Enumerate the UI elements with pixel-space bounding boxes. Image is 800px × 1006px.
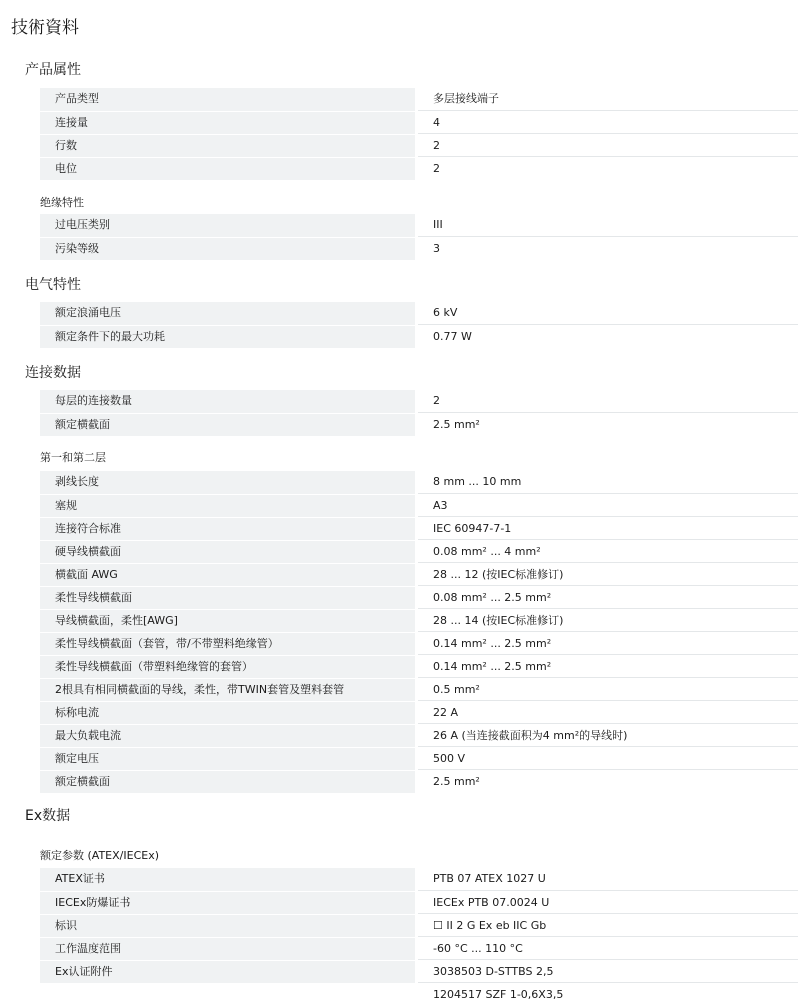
property-value: 3 [418, 238, 798, 260]
property-value: 28 ... 12 (按IEC标准修订) [418, 564, 798, 586]
table-row [40, 655, 798, 678]
table-row [40, 609, 798, 632]
connection-table [40, 390, 798, 436]
property-label: 标识 [40, 915, 415, 937]
property-value: A3 [418, 495, 798, 517]
table-row [40, 471, 798, 494]
subsection-title-insulation: 绝缘特性 [40, 196, 84, 209]
subsection-title-ex-rated: 额定参数 (ATEX/IECEx) [40, 849, 159, 862]
property-label: 额定横截面 [40, 771, 415, 793]
section-title-connection: 连接数据 [25, 365, 81, 381]
page-title: 技術資料 [11, 18, 79, 38]
property-value: 0.08 mm² ... 2.5 mm² [418, 587, 798, 609]
ex-rated-table [40, 868, 798, 1006]
property-label: 污染等级 [40, 238, 415, 260]
property-label: 额定横截面 [40, 414, 415, 436]
electrical-table [40, 302, 798, 348]
table-row [40, 678, 798, 701]
section-title-product: 产品属性 [25, 62, 81, 78]
property-value: 2 [418, 135, 798, 157]
table-row [40, 632, 798, 655]
table-row [40, 517, 798, 540]
property-value: 4 [418, 112, 798, 134]
property-value: III [418, 214, 798, 237]
property-label: 导线横截面，柔性[AWG] [40, 610, 415, 632]
property-label: 剥线长度 [40, 471, 415, 494]
table-row [40, 214, 798, 237]
table-row [40, 868, 798, 891]
property-label: 每层的连接数量 [40, 390, 415, 413]
property-label: 横截面 AWG [40, 564, 415, 586]
property-value: ☐ II 2 G Ex eb IIC Gb [418, 915, 798, 937]
section-title-electrical: 电气特性 [25, 277, 81, 293]
property-value: 2.5 mm² [418, 414, 798, 436]
property-label: 柔性导线横截面（套管，带/不带塑料绝缘管） [40, 633, 415, 655]
property-value: 22 A [418, 702, 798, 724]
levels-table [40, 471, 798, 793]
property-label: 塞规 [40, 495, 415, 517]
property-value: 0.5 mm² [418, 679, 798, 701]
property-label: IECEx防爆证书 [40, 892, 415, 914]
table-row [40, 157, 798, 180]
property-value: IEC 60947-7-1 [418, 518, 798, 540]
property-value: 2.5 mm² [418, 771, 798, 793]
property-value: 8 mm ... 10 mm [418, 471, 798, 494]
property-value: 多层接线端子 [418, 88, 798, 111]
property-label: 额定浪涌电压 [40, 302, 415, 325]
table-row [40, 586, 798, 609]
table-row [40, 563, 798, 586]
property-value: 28 ... 14 (按IEC标准修订) [418, 610, 798, 632]
property-label: 工作温度范围 [40, 938, 415, 960]
subsection-title-levels: 第一和第二层 [40, 451, 106, 464]
property-label: Ex认证附件 [40, 961, 415, 983]
property-value: 0.08 mm² ... 4 mm² [418, 541, 798, 563]
property-label: ATEX证书 [40, 868, 415, 891]
table-row [40, 914, 798, 937]
property-label: 连接量 [40, 112, 415, 134]
property-label: 电位 [40, 158, 415, 180]
table-row [40, 413, 798, 436]
property-label: 柔性导线横截面（带塑料绝缘管的套管） [40, 656, 415, 678]
property-value: 0.77 W [418, 326, 798, 348]
property-label: 标称电流 [40, 702, 415, 724]
property-value: 6 kV [418, 302, 798, 325]
table-row [40, 325, 798, 348]
property-value: 0.14 mm² ... 2.5 mm² [418, 656, 798, 678]
property-value: PTB 07 ATEX 1027 U [418, 868, 798, 891]
table-row [40, 494, 798, 517]
property-value: 2 [418, 390, 798, 413]
property-label: 额定电压 [40, 748, 415, 770]
table-row [40, 88, 798, 111]
property-value: 26 A (当连接截面积为4 mm²的导线时) [418, 725, 798, 747]
property-value: -60 °C ... 110 °C [418, 938, 798, 960]
table-row [40, 237, 798, 260]
property-label: 连接符合标准 [40, 518, 415, 540]
property-label: 硬导线横截面 [40, 541, 415, 563]
property-value: 500 V [418, 748, 798, 770]
property-label: 行数 [40, 135, 415, 157]
insulation-table [40, 214, 798, 260]
property-label: 柔性导线横截面 [40, 587, 415, 609]
property-value: IECEx PTB 07.0024 U [418, 892, 798, 914]
property-value: 0.14 mm² ... 2.5 mm² [418, 633, 798, 655]
table-row [40, 302, 798, 325]
property-value: 1204517 SZF 1-0,6X3,5 [418, 984, 798, 1006]
property-value: 3038503 D-STTBS 2,5 [418, 961, 798, 983]
table-row [40, 724, 798, 747]
table-row [40, 960, 798, 983]
property-label: 过电压类别 [40, 214, 415, 237]
table-row [40, 134, 798, 157]
property-label: 2根具有相同横截面的导线，柔性，带TWIN套管及塑料套管 [40, 679, 415, 701]
product-table [40, 88, 798, 180]
property-value: 2 [418, 158, 798, 180]
section-title-ex: Ex数据 [25, 808, 71, 824]
table-row [40, 891, 798, 914]
table-row [40, 701, 798, 724]
table-row [40, 770, 798, 793]
table-row [40, 747, 798, 770]
table-row [40, 111, 798, 134]
table-row [40, 540, 798, 563]
table-row [40, 937, 798, 960]
property-label: 最大负载电流 [40, 725, 415, 747]
property-label: 额定条件下的最大功耗 [40, 326, 415, 348]
property-label: 产品类型 [40, 88, 415, 111]
table-row [40, 390, 798, 413]
